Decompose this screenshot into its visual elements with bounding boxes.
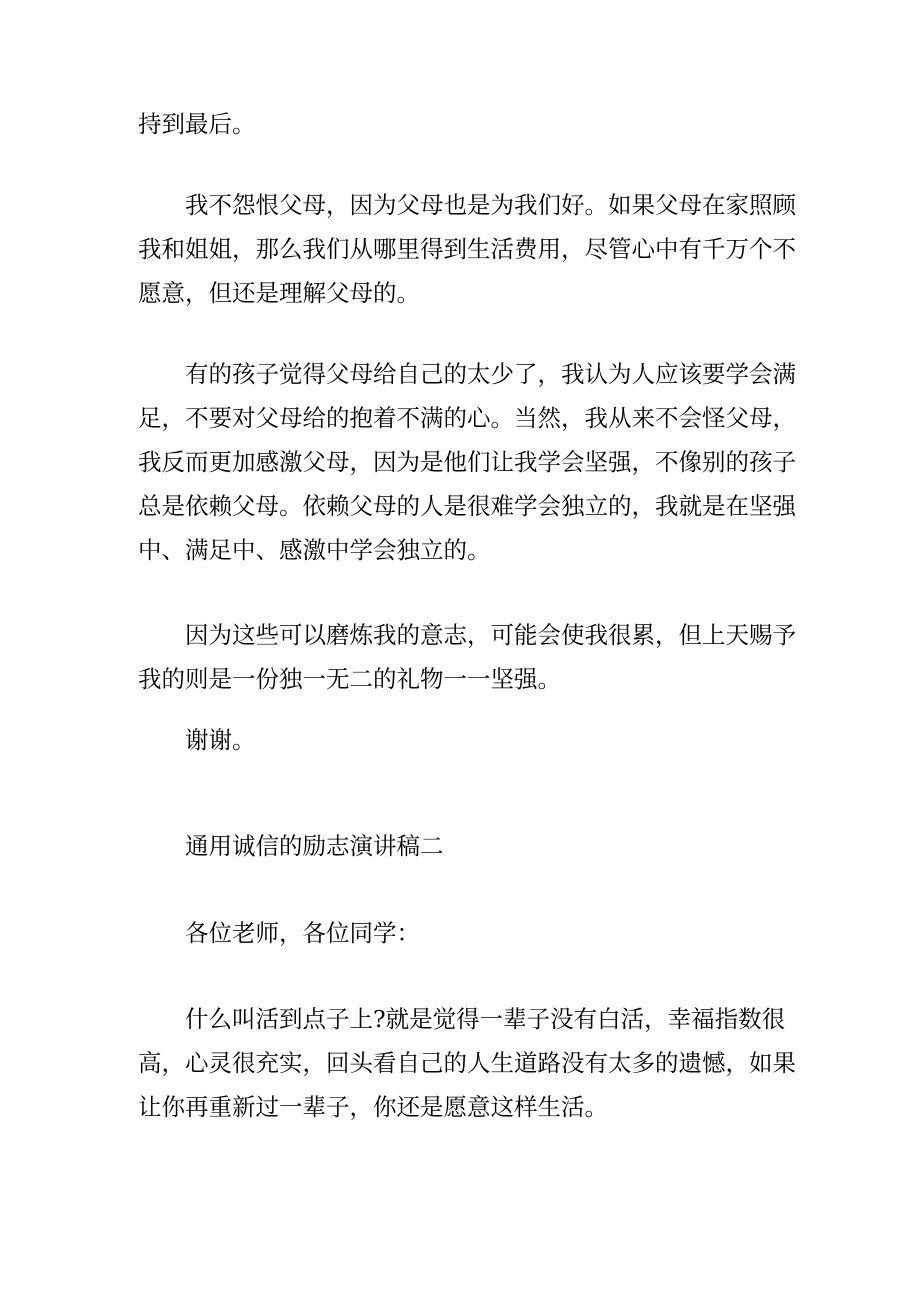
text-line: 我的则是一份独一无二的礼物一一坚强。	[138, 665, 561, 693]
text-line: 高，心灵很充实，回头看自己的人生道路没有太多的遗憾，如果	[138, 1049, 796, 1077]
text-line: 通用诚信的励志演讲稿二	[185, 832, 444, 860]
text-line: 中、满足中、感激中学会独立的。	[138, 536, 491, 564]
text-line: 我反而更加感激父母，因为是他们让我学会坚强，不像别的孩子	[138, 448, 796, 476]
salutation	[138, 911, 786, 955]
text-line: 各位老师，各位同学：	[185, 919, 420, 947]
text-line: 我和姐姐，那么我们从哪里得到生活费用，尽管心中有千万个不	[138, 235, 796, 263]
text-line: 我不怨恨父母，因为父母也是为我们好。如果父母在家照顾	[185, 191, 796, 219]
text-line: 因为这些可以磨炼我的意志，可能会使我很累，但上天赐予	[185, 621, 796, 649]
text-line: 持到最后。	[138, 110, 256, 138]
text-line: 愿意，但还是理解父母的。	[138, 279, 420, 307]
text-line: 总是依赖父母。依赖父母的人是很难学会独立的，我就是在坚强	[138, 492, 796, 520]
paragraph-parents-understanding	[138, 183, 796, 315]
paragraph-contentment	[138, 352, 796, 572]
paragraph-gift-of-strength	[138, 613, 796, 701]
paragraph-thanks	[138, 718, 786, 762]
text-line: 有的孩子觉得父母给自己的太少了，我认为人应该要学会满	[185, 360, 796, 388]
text-line: 让你再重新过一辈子，你还是愿意这样生活。	[138, 1093, 608, 1121]
text-line: 什么叫活到点子上?就是觉得一辈子没有白活，幸福指数很	[185, 1005, 786, 1033]
text-line: 谢谢。	[185, 726, 256, 754]
section-title	[138, 824, 786, 868]
paragraph-living-meaningfully	[138, 997, 796, 1129]
text-line: 足，不要对父母给的抱着不满的心。当然，我从来不会怪父母，	[138, 404, 796, 432]
paragraph-continuation	[138, 102, 786, 146]
